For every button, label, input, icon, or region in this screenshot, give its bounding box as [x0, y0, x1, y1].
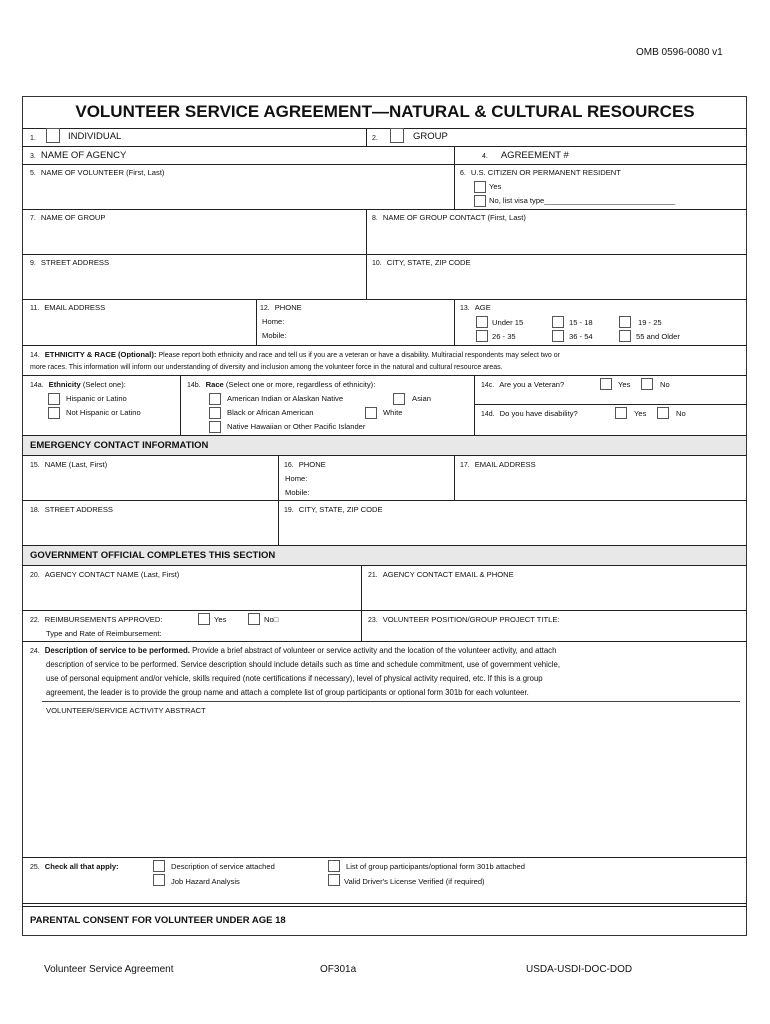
not-hispanic-label: Not Hispanic or Latino: [66, 408, 141, 417]
group-label: GROUP: [413, 131, 448, 142]
participants-list-checkbox[interactable]: [328, 860, 340, 872]
not-hispanic-checkbox[interactable]: [48, 407, 60, 419]
parental-consent-header: PARENTAL CONSENT FOR VOLUNTEER UNDER AGE 18: [30, 915, 286, 926]
age-55-older-checkbox[interactable]: [619, 330, 631, 342]
ec-street-label: 18. STREET ADDRESS: [30, 505, 113, 514]
age-26-35-checkbox[interactable]: [476, 330, 488, 342]
government-section-header: GOVERNMENT OFFICIAL COMPLETES THIS SECTION: [30, 550, 276, 561]
age-option: 19 - 25: [638, 318, 662, 327]
footer-right: USDA-USDI-DOC-DOD: [526, 964, 633, 975]
individual-label: INDIVIDUAL: [68, 131, 122, 142]
ethnicity-race-intro: 14. ETHNICITY & RACE (Optional): Please report both ethnicity and race and tell us if you are a veteran or have a disability. Multiracial respondents may select two or: [30, 350, 560, 359]
drivers-license-label: Valid Driver's License Verified (if required): [344, 877, 485, 886]
agency-contact-email-label: 21. AGENCY CONTACT EMAIL & PHONE: [368, 570, 514, 579]
asian-label: Asian: [412, 394, 431, 403]
description-instructions-line3: use of personal equipment and/or vehicle, skills required (note certifications if necessary), level of physical activity required, etc. If this is a group: [46, 674, 543, 683]
age-label: 13. AGE: [460, 303, 491, 312]
citizen-yes-label: Yes: [489, 182, 502, 191]
age-option: 55 and Older: [636, 332, 680, 341]
veteran-yes-checkbox[interactable]: [600, 378, 612, 390]
age-15-18-checkbox[interactable]: [552, 316, 564, 328]
hispanic-checkbox[interactable]: [48, 393, 60, 405]
ec-phone-label: 16. PHONE: [284, 460, 326, 469]
white-label: White: [383, 408, 403, 417]
asian-checkbox[interactable]: [393, 393, 405, 405]
disability-yes-checkbox[interactable]: [615, 407, 627, 419]
american-indian-label: American Indian or Alaskan Native: [227, 394, 344, 403]
age-option: 15 - 18: [569, 318, 593, 327]
emergency-section-header: EMERGENCY CONTACT INFORMATION: [30, 440, 209, 451]
footer-center: OF301a: [320, 964, 357, 975]
activity-abstract-field[interactable]: [44, 720, 740, 856]
black-checkbox[interactable]: [209, 407, 221, 419]
age-option: 36 - 54: [569, 332, 593, 341]
disability-no-label: No: [676, 409, 686, 418]
job-hazard-label: Job Hazard Analysis: [171, 877, 240, 886]
description-instructions-line4: agreement, the leader is to provide the group name and attach a complete list of group participants or optional form 301b for each volunteer.: [46, 688, 529, 697]
american-indian-checkbox[interactable]: [209, 393, 221, 405]
agreement-number-label: 4. AGREEMENT #: [482, 150, 569, 161]
age-under15-checkbox[interactable]: [476, 316, 488, 328]
veteran-no-checkbox[interactable]: [641, 378, 653, 390]
agency-contact-name-label: 20. AGENCY CONTACT NAME (Last, First): [30, 570, 180, 579]
citizen-yes-checkbox[interactable]: [474, 181, 486, 193]
email-label: 11. EMAIL ADDRESS: [30, 303, 106, 312]
reimbursement-yes-checkbox[interactable]: [198, 613, 210, 625]
disability-yes-label: Yes: [634, 409, 647, 418]
reimbursements-label: 22. REIMBURSEMENTS APPROVED:: [30, 615, 163, 624]
ethnicity-label: 14a. Ethnicity (Select one):: [30, 380, 126, 389]
phone-label: 12. PHONE: [260, 303, 302, 312]
ec-name-label: 15. NAME (Last, First): [30, 460, 108, 469]
omb-number: OMB 0596-0080 v1: [636, 47, 723, 58]
reimbursement-type-label: Type and Rate of Reimbursement:: [46, 629, 162, 638]
disability-label: 14d. Do you have disability?: [481, 409, 578, 418]
reimbursement-yes-label: Yes: [214, 615, 227, 624]
individual-checkbox[interactable]: [46, 128, 60, 143]
native-hawaiian-label: Native Hawaiian or Other Pacific Islander: [227, 422, 366, 431]
veteran-yes-label: Yes: [618, 380, 631, 389]
ec-phone-mobile-label: Mobile:: [285, 488, 310, 497]
reimbursement-no-checkbox[interactable]: [248, 613, 260, 625]
veteran-label: 14c. Are you a Veteran?: [481, 380, 565, 389]
citizen-label: 6. U.S. CITIZEN OR PERMANENT RESIDENT: [460, 168, 621, 177]
check-all-label: 25. Check all that apply:: [30, 862, 119, 871]
disability-no-checkbox[interactable]: [657, 407, 669, 419]
age-19-25-checkbox[interactable]: [619, 316, 631, 328]
age-option: 26 - 35: [492, 332, 516, 341]
ec-email-label: 17. EMAIL ADDRESS: [460, 460, 536, 469]
description-attached-checkbox[interactable]: [153, 860, 165, 872]
reimbursement-no-label: No□: [264, 615, 279, 624]
citizen-no-label: No, list visa type_______________________________: [489, 196, 676, 205]
ec-phone-home-label: Home:: [285, 474, 308, 483]
volunteer-name-label: 5. NAME OF VOLUNTEER (First, Last): [30, 168, 165, 177]
phone-mobile-label: Mobile:: [262, 331, 287, 340]
street-address-label: 9. STREET ADDRESS: [30, 258, 110, 267]
veteran-no-label: No: [660, 380, 670, 389]
citizen-no-checkbox[interactable]: [474, 195, 486, 207]
city-state-zip-label: 10. CITY, STATE, ZIP CODE: [372, 258, 471, 267]
activity-abstract-label: VOLUNTEER/SERVICE ACTIVITY ABSTRACT: [46, 706, 206, 715]
footer-left: Volunteer Service Agreement: [44, 964, 174, 975]
age-option: Under 15: [492, 318, 524, 327]
description-instructions-line2: description of service to be performed. Service description should include details such as time and schedule commitment, use of government vehicle,: [46, 660, 560, 669]
group-checkbox[interactable]: [390, 128, 404, 143]
volunteer-position-label: 23. VOLUNTEER POSITION/GROUP PROJECT TITLE:: [368, 615, 560, 624]
drivers-license-checkbox[interactable]: [328, 874, 340, 886]
group-name-label: 7. NAME OF GROUP: [30, 213, 106, 222]
form-title: VOLUNTEER SERVICE AGREEMENT—NATURAL & CULTURAL RESOURCES: [75, 102, 695, 121]
agency-name-label: 3. NAME OF AGENCY: [30, 150, 127, 161]
age-36-54-checkbox[interactable]: [552, 330, 564, 342]
black-label: Black or African American: [227, 408, 314, 417]
native-hawaiian-checkbox[interactable]: [209, 421, 221, 433]
description-attached-label: Description of service attached: [171, 862, 275, 871]
hispanic-label: Hispanic or Latino: [66, 394, 127, 403]
race-label: 14b. Race (Select one or more, regardless of ethnicity):: [187, 380, 376, 389]
phone-home-label: Home:: [262, 317, 285, 326]
description-instructions: 24. Description of service to be performed. Provide a brief abstract of volunteer or service activity and the location of the volunteer activity, and attach: [30, 646, 557, 655]
ethnicity-race-intro-line2: more races. This information will inform our understanding of diversity and inclusion among the volunteer force in the natural and cultural resource areas.: [30, 364, 503, 371]
group-contact-label: 8. NAME OF GROUP CONTACT (First, Last): [372, 213, 526, 222]
participants-list-label: List of group participants/optional form 301b attached: [346, 862, 525, 871]
ec-city-label: 19. CITY, STATE, ZIP CODE: [284, 505, 383, 514]
white-checkbox[interactable]: [365, 407, 377, 419]
job-hazard-checkbox[interactable]: [153, 874, 165, 886]
